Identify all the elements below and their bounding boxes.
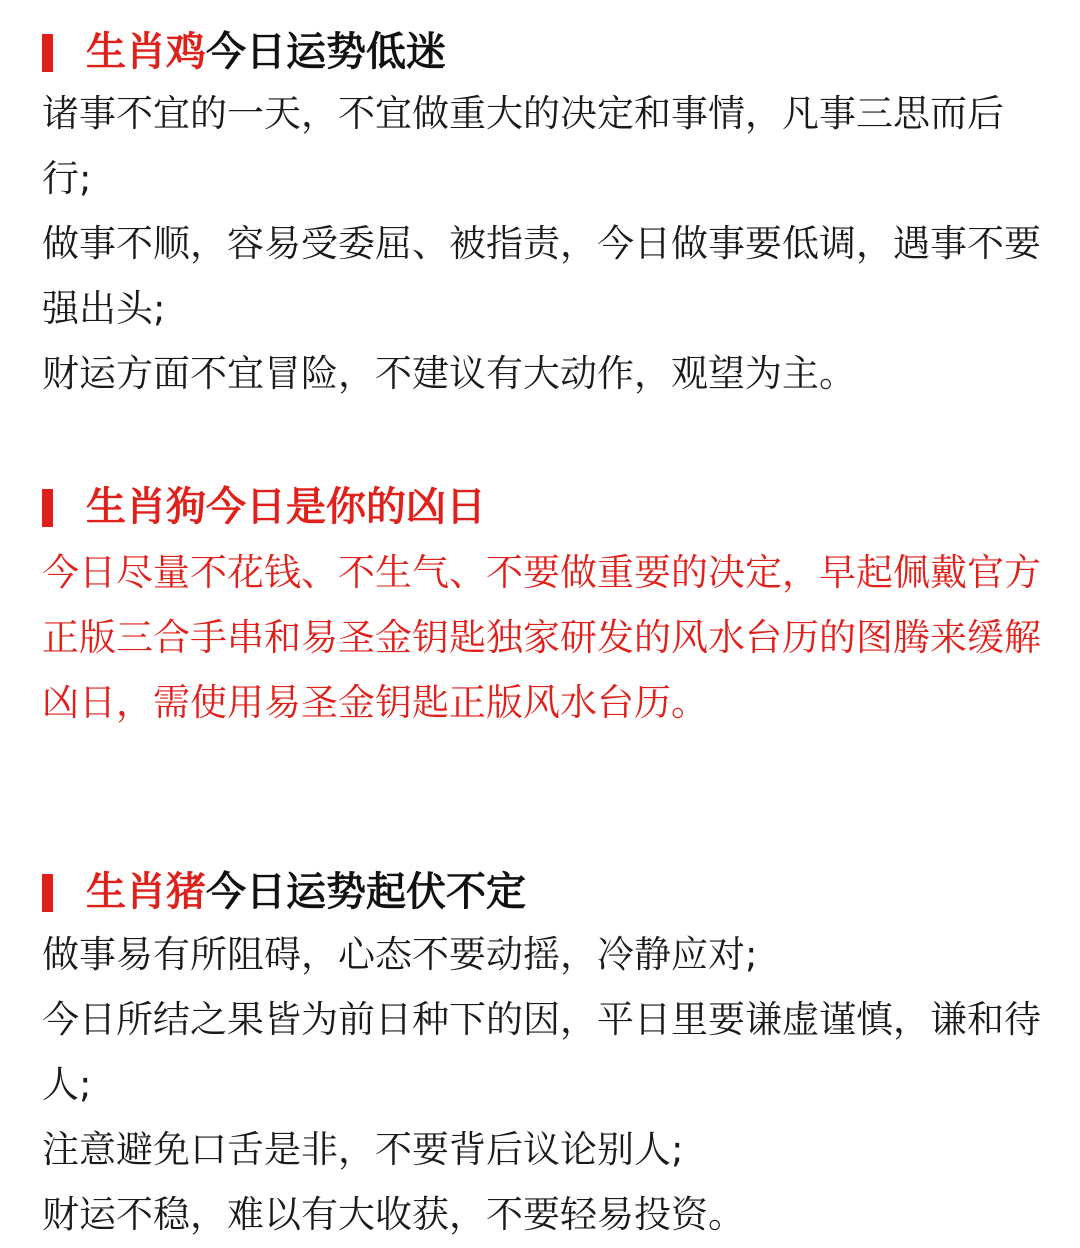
heading-marker-bar bbox=[42, 34, 53, 72]
section-heading bbox=[0, 26, 1080, 78]
zodiac-name: 生肖鸡 bbox=[86, 29, 206, 75]
section-body bbox=[42, 922, 1042, 1247]
heading-marker-bar bbox=[42, 874, 53, 912]
title-text: 今日运势起伏不定 bbox=[206, 869, 526, 915]
section-title bbox=[86, 866, 526, 918]
section-rooster bbox=[0, 26, 1080, 406]
title-text: 今日运势低迷 bbox=[206, 29, 446, 75]
section-heading bbox=[0, 866, 1080, 918]
title-text: 今日是你的凶日 bbox=[206, 484, 486, 530]
zodiac-name: 生肖猪 bbox=[86, 869, 206, 915]
paragraph: 注意避免口舌是非，不要背后议论别人; bbox=[42, 1128, 684, 1171]
paragraph: 今日所结之果皆为前日种下的因，平日里要谦虚谨慎，谦和待人; bbox=[42, 998, 1041, 1106]
zodiac-name: 生肖狗 bbox=[86, 484, 206, 530]
paragraph: 今日尽量不花钱、不生气、不要做重要的决定，早起佩戴官方正版三合手串和易圣金钥匙独家研发的风水台历的图腾来缓解凶日，需使用易圣金钥匙正版风水台历。 bbox=[42, 551, 1041, 724]
section-body bbox=[42, 81, 1042, 406]
paragraph: 诸事不宜的一天，不宜做重大的决定和事情，凡事三思而后行; bbox=[42, 92, 1004, 200]
paragraph: 做事不顺，容易受委屈、被指责，今日做事要低调，遇事不要强出头; bbox=[42, 222, 1041, 330]
paragraph: 财运方面不宜冒险，不建议有大动作，观望为主。 bbox=[42, 352, 856, 395]
paragraph: 做事易有所阻碍，心态不要动摇，冷静应对; bbox=[42, 933, 758, 976]
paragraph: 财运不稳，难以有大收获，不要轻易投资。 bbox=[42, 1193, 745, 1236]
section-title bbox=[86, 26, 446, 78]
section-heading bbox=[0, 481, 1080, 533]
section-title bbox=[86, 481, 486, 533]
heading-marker-bar bbox=[42, 489, 53, 527]
section-body bbox=[42, 540, 1042, 735]
section-pig bbox=[0, 866, 1080, 1247]
section-dog bbox=[0, 481, 1080, 735]
